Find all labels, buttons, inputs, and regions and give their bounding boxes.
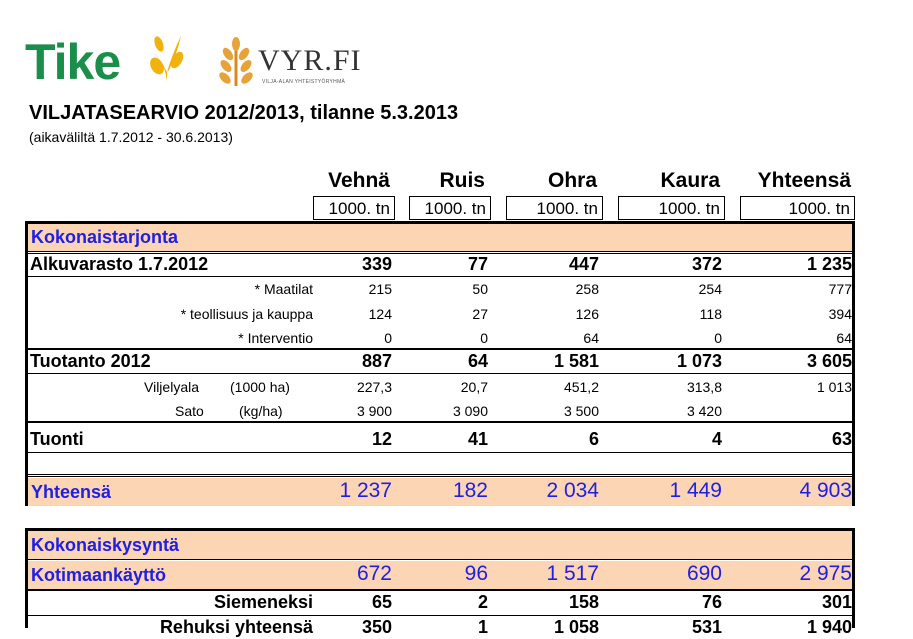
- cell-ruis: 27: [472, 306, 488, 322]
- tike-wheat-icon: [147, 32, 187, 84]
- cell-kaura: 531: [691, 617, 722, 637]
- cell-ohra: 447: [568, 254, 599, 274]
- cell-kaura: 118: [699, 306, 722, 322]
- cell-ruis: 2: [477, 592, 488, 612]
- row-label: Rehuksi yhteensä: [159, 617, 313, 637]
- cell-kaura: 1 073: [676, 351, 722, 371]
- cell-kaura: 1 449: [669, 479, 722, 502]
- cell-ohra: 126: [575, 306, 599, 322]
- table-row-sato: [28, 403, 852, 423]
- cell-yhteensa: 63: [831, 429, 852, 449]
- vyr-wheat-icon: [214, 36, 258, 88]
- cell-ruis: 64: [467, 351, 488, 371]
- cell-yhteensa: 1 235: [806, 254, 852, 274]
- cell-ruis: 3 090: [452, 403, 488, 419]
- unit-ruis: 1000. tn: [409, 196, 491, 220]
- column-header-yhteensa: Yhteensä: [757, 169, 851, 192]
- table-row-maatilat: [28, 281, 852, 301]
- cell-ohra: 158: [568, 592, 599, 612]
- cell-yhteensa: 1 940: [806, 617, 852, 637]
- cell-kaura: 3 420: [686, 403, 722, 419]
- cell-ruis: 1: [477, 617, 488, 637]
- table-row-tuotanto: [28, 351, 852, 373]
- cell-yhteensa: 301: [821, 592, 852, 612]
- unit-yhteensa: 1000. tn: [740, 196, 855, 220]
- vyr-logo-text: VYR.FI: [258, 44, 362, 77]
- cell-ohra: 258: [575, 281, 599, 297]
- row-label: * Maatilat: [254, 281, 313, 297]
- page-title: VILJATASEARVIO 2012/2013, tilanne 5.3.2013: [29, 102, 459, 124]
- row-label: Viljelyala: [144, 379, 199, 395]
- column-header-ruis: Ruis: [439, 169, 485, 192]
- cell-ohra: 1 517: [546, 562, 599, 585]
- cell-vehna: 350: [361, 617, 392, 637]
- cell-kaura: 313,8: [686, 379, 722, 395]
- row-unit: (1000 ha): [230, 379, 290, 395]
- cell-vehna: 339: [361, 254, 392, 274]
- cell-kaura: 690: [686, 562, 722, 585]
- cell-ohra: 451,2: [563, 379, 599, 395]
- cell-kaura: 254: [698, 281, 722, 297]
- cell-ruis: 182: [452, 479, 488, 502]
- cell-kaura: 0: [714, 330, 722, 346]
- cell-ohra: 2 034: [546, 479, 599, 502]
- cell-ohra: 6: [588, 429, 599, 449]
- cell-yhteensa: 394: [828, 306, 852, 322]
- cell-ohra: 1 058: [553, 617, 599, 637]
- cell-ruis: 41: [467, 429, 488, 449]
- demand-section-label: Kokonaiskysyntä: [31, 535, 180, 555]
- table-row-kotimaankaytto: [28, 561, 852, 589]
- cell-ohra: 1 581: [553, 351, 599, 371]
- cell-vehna: 1 237: [339, 479, 392, 502]
- cell-ruis: 0: [480, 330, 488, 346]
- demand-table: [25, 528, 855, 637]
- row-label: Tuonti: [30, 429, 84, 449]
- cell-ruis: 77: [467, 254, 488, 274]
- row-label: Sato: [175, 403, 204, 419]
- table-row-alkuvarasto: [28, 254, 852, 276]
- cell-ohra: 64: [583, 330, 599, 346]
- table-row-tuonti: [28, 429, 852, 451]
- cell-vehna: 887: [361, 351, 392, 371]
- cell-vehna: 3 900: [356, 403, 392, 419]
- cell-vehna: 12: [371, 429, 392, 449]
- supply-section-label: Kokonaistarjonta: [31, 227, 179, 247]
- vyr-logo-subtitle: VILJA-ALAN YHTEISTYÖRYHMÄ: [262, 79, 346, 85]
- column-header-kaura: Kaura: [660, 169, 720, 192]
- cell-vehna: 0: [384, 330, 392, 346]
- tike-logo-text: Tike: [25, 34, 121, 90]
- unit-kaura: 1000. tn: [618, 196, 725, 220]
- cell-yhteensa: 3 605: [806, 351, 852, 371]
- cell-ohra: 3 500: [563, 403, 599, 419]
- unit-ohra: 1000. tn: [506, 196, 603, 220]
- row-label: Yhteensä: [31, 482, 112, 502]
- cell-vehna: 215: [368, 281, 392, 297]
- table-row-rehuksi: [28, 617, 852, 639]
- table-row-yhteensa: [28, 478, 852, 506]
- cell-kaura: 4: [711, 429, 722, 449]
- demand-section-header: [28, 531, 852, 559]
- row-label: * Interventio: [238, 330, 313, 346]
- cell-yhteensa: 64: [836, 330, 852, 346]
- table-row-interventio: [28, 330, 852, 350]
- cell-kaura: 76: [701, 592, 722, 612]
- cell-yhteensa: 4 903: [799, 479, 852, 502]
- row-label: * teollisuus ja kauppa: [180, 306, 313, 322]
- unit-vehna: 1000. tn: [313, 196, 395, 220]
- row-unit: (kg/ha): [239, 403, 283, 419]
- cell-vehna: 65: [371, 592, 392, 612]
- cell-ruis: 50: [472, 281, 488, 297]
- cell-ruis: 96: [464, 562, 488, 585]
- cell-yhteensa: 777: [828, 281, 852, 297]
- supply-table: [25, 221, 855, 506]
- table-row-teollisuus: [28, 306, 852, 326]
- column-header-vehna: Vehnä: [328, 169, 390, 192]
- column-header-ohra: Ohra: [547, 169, 597, 192]
- cell-kaura: 372: [691, 254, 722, 274]
- cell-ruis: 20,7: [460, 379, 488, 395]
- table-row-viljelyala: [28, 379, 852, 399]
- cell-vehna: 227,3: [356, 379, 392, 395]
- row-label: Tuotanto 2012: [30, 351, 151, 371]
- row-label: Alkuvarasto 1.7.2012: [30, 254, 209, 274]
- cell-yhteensa: 2 975: [799, 562, 852, 585]
- table-row-siemeneksi: [28, 592, 852, 614]
- row-label: Siemeneksi: [213, 592, 313, 612]
- cell-vehna: 124: [368, 306, 392, 322]
- page-subtitle: (aikaväliltä 1.7.2012 - 30.6.2013): [29, 129, 233, 145]
- row-label: Kotimaankäyttö: [31, 565, 167, 585]
- supply-section-header: [28, 224, 852, 252]
- cell-yhteensa: 1 013: [816, 379, 852, 395]
- cell-vehna: 672: [356, 562, 392, 585]
